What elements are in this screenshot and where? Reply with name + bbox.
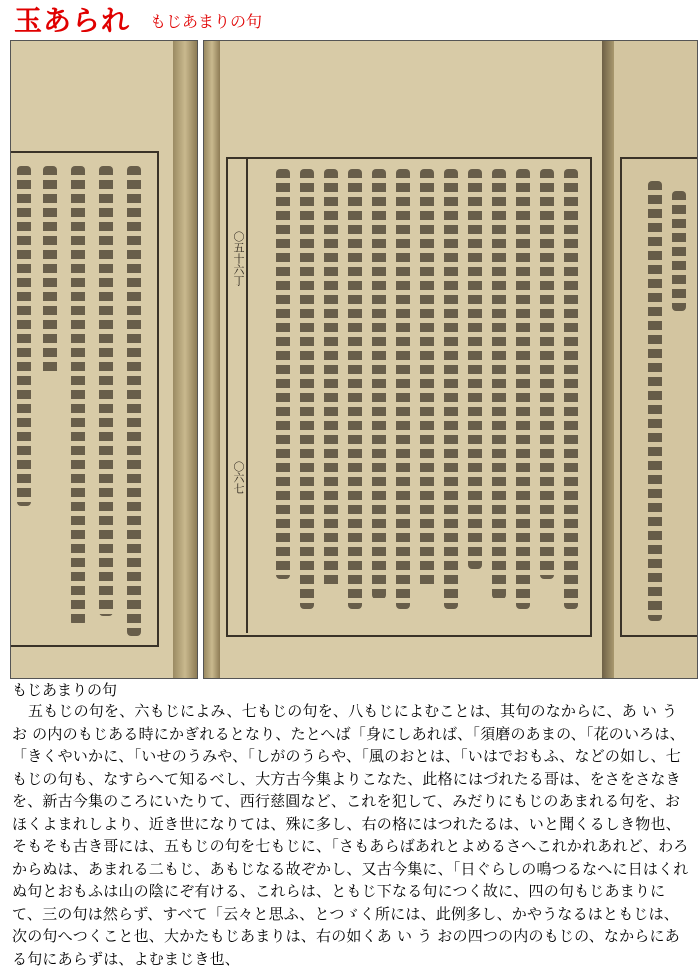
left-folio: 〇五十六丁	[232, 231, 245, 286]
brand-title: 玉あられ	[14, 4, 131, 37]
section-subtitle: もじあまりの句	[150, 12, 263, 31]
right-folio: 〇六七	[232, 461, 245, 494]
scan-left-page	[10, 40, 198, 679]
header	[0, 0, 698, 44]
transcription-body: 五もじの句を、六もじによみ、七もじの句を、八もじによむことは、其句のなからに、あ い う お の内のもじある時にかぎれるとなり、たとへば「身にしあれば、「須磨のあまの、「花のいろは、「きくやいかに、「いせのうみや、「しがのうらや、「風のおとは、「いはでおもふ、などの如し、七もじの句も、なすらへて知るべし、大方古今集よりこなた、此格にはづれたる哥は、をさをさなきを、新古今集のころにいたりて、西行慈圓など、これを犯して、みだりにもじのあまれる句を、おほくよまれしより、近き世になりては、殊に多し、右の格にはつれたるは、いと聞くるしき物也、そもそも古き哥には、五もじの句を七もじに、「さもあらばあれとよめるさへこれかれあれど、わろからぬは、あまれる二もじ、あもじなる故ぞかし、又古今集に、「日ぐらしの鳴つるなへに日はくれぬ句とおもふは山の陰にぞ有ける、これらは、ともじ下なる句につく故に、四の句もじあまりにて、三の句は然らず、すべて「云々と思ふ、とつゞく所には、此例多し、かやうなるはともじは、次の句へつくこと也、大かたもじあまりは、右の如くあ い う おの四つの内のもじの、なからにある句にあらずは、よむまじき也、	[12, 702, 689, 968]
transcription-title: もじあまりの句	[12, 681, 118, 699]
transcription	[12, 680, 692, 970]
scan-right-spread	[203, 40, 698, 679]
